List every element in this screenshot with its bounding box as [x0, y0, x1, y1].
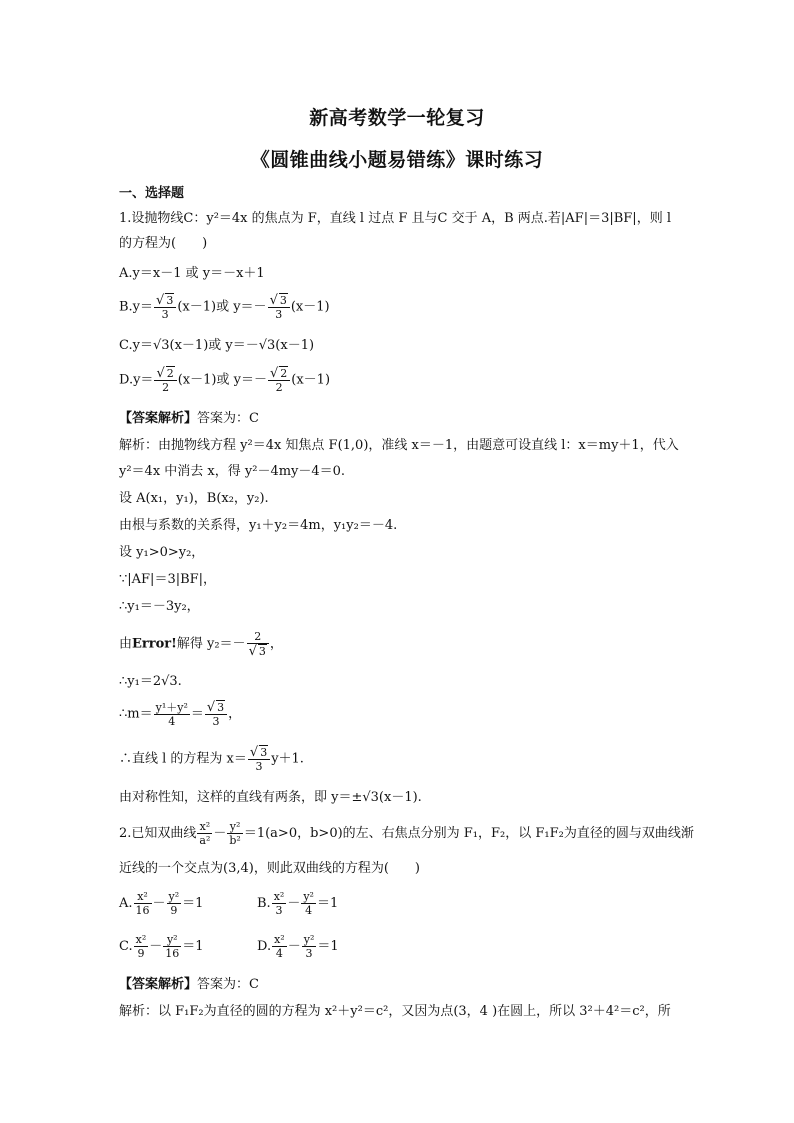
denominator: 3 [305, 947, 313, 960]
numerator: 2 [247, 630, 269, 644]
numerator: y² [227, 820, 242, 834]
fraction [197, 820, 212, 847]
option-b-label: B.y＝ [119, 299, 154, 315]
denominator: 9 [170, 904, 178, 917]
q1-option-b [119, 293, 330, 321]
option-label: B. [257, 896, 271, 911]
q1-solution-4: 由根与系数的关系得，y₁＋y₂＝4m，y₁y₂＝－4. [119, 518, 398, 533]
text-segment: 由 [119, 636, 133, 652]
option-label: D. [257, 939, 272, 954]
fraction [154, 293, 176, 321]
numerator: x² [197, 820, 212, 834]
option-b-mid: (x－1)或 y＝－ [177, 299, 267, 315]
answer-text: 答案为：C [197, 411, 259, 426]
denominator: 2 [275, 381, 283, 394]
q1-option-c: C.y＝√3(x－1)或 y＝－√3(x－1) [119, 338, 315, 353]
denominator: 16 [165, 947, 180, 960]
numerator: y² [303, 933, 315, 946]
answer-heading: 【答案解析】 [119, 411, 198, 426]
q2-solution-1: 解析：以 F₁F₂为直径的圆的方程为 x²＋y²＝c²，又因为点(3，4 )在圆上，所以 3²＋4²＝c²，所 [119, 1004, 671, 1019]
page-title: 新高考数学一轮复习 [309, 107, 485, 129]
denominator: a² [199, 834, 211, 847]
numerator: √ 3 [268, 293, 290, 308]
equals-one: ＝1 [317, 939, 339, 954]
q1-solution-6: ∵|AF|＝3|BF|， [119, 572, 217, 587]
q1-solution-5: 设 y₁>0>y₂， [119, 545, 205, 560]
fraction [302, 933, 317, 960]
error-marker: Error! [132, 636, 177, 652]
numerator: √ 3 [248, 745, 270, 760]
fraction [163, 933, 181, 960]
fraction [268, 293, 290, 321]
fraction [167, 890, 182, 917]
equals-one: ＝1 [182, 939, 204, 954]
answer-text: 答案为：C [197, 977, 259, 992]
minus-sign: － [213, 826, 227, 841]
text-segment: ＝ [190, 706, 204, 722]
q1-answer [119, 410, 259, 428]
option-label: C. [119, 939, 133, 954]
option-d-label: D.y＝ [119, 372, 154, 388]
numerator: y² [303, 890, 314, 903]
denominator: 2 [162, 381, 170, 394]
q1-option-d [119, 366, 330, 394]
equals-one: ＝1 [316, 896, 339, 911]
text-segment: ∴m＝ [119, 706, 153, 722]
q1-solution-8: 由Error!解得 y₂＝－ $\frac{2}{√ 3}$ ， [119, 630, 283, 659]
fraction [134, 890, 152, 917]
q1-stem-line1: 1.设抛物线C：y²＝4x 的焦点为 F，直线 l 过点 F 且与C 交于 A，B 两点.若|AF|＝3|BF|，则 l [119, 211, 671, 226]
fraction [205, 700, 227, 728]
q1-solution-7: ∴y₁＝－3y₂， [119, 599, 200, 614]
q2-answer [119, 976, 259, 994]
denominator: 16 [135, 904, 150, 917]
numerator: x² [273, 890, 285, 903]
q1-solution-12: 由对称性知，这样的直线有两条，即 y＝±√3(x－1). [119, 790, 422, 805]
numerator: √ 2 [154, 366, 176, 381]
minus-sign: － [287, 939, 301, 954]
option-d-mid: (x－1)或 y＝－ [177, 372, 267, 388]
fraction [134, 933, 149, 960]
text-segment: ∴直线 l 的方程为 x＝ [119, 751, 247, 767]
numerator: √ 3 [154, 293, 176, 308]
answer-heading: 【答案解析】 [119, 977, 198, 992]
option-b-end: (x－1) [290, 299, 330, 315]
q2-option-c [119, 933, 204, 960]
fraction [248, 745, 270, 773]
q1-stem-line2: 的方程为( ) [119, 236, 208, 251]
denominator: 3 [255, 760, 263, 773]
denominator: 4 [305, 904, 313, 917]
fraction [272, 933, 287, 960]
fraction [272, 890, 287, 917]
fraction [268, 366, 290, 394]
q1-solution-10: ∴m＝ $\frac{\text{y¹＋y²}}{4}$ ＝ $\frac{√ 3}{3}$ ， [119, 700, 242, 728]
option-label: A. [119, 896, 133, 911]
text-segment: y＋1. [271, 751, 304, 767]
denominator: 9 [137, 947, 145, 960]
fraction [301, 890, 316, 917]
numerator: x² [274, 933, 285, 946]
option-d-end: (x－1) [291, 372, 331, 388]
minus-sign: － [287, 896, 301, 911]
numerator: y² [168, 890, 180, 903]
q1-option-a: A.y＝x－1 或 y＝－x＋1 [119, 266, 265, 281]
numerator: x² [134, 890, 152, 904]
q1-solution-2: y²＝4x 中消去 x，得 y²－4my－4＝0. [119, 464, 346, 479]
fraction [227, 820, 242, 847]
fraction [247, 630, 269, 658]
numerator: √ 2 [268, 366, 290, 381]
numerator: x² [135, 933, 147, 946]
denominator: 3 [212, 715, 220, 728]
q1-solution-11 [119, 745, 304, 773]
numerator: y¹＋y² [155, 700, 188, 714]
q2-option-b [257, 890, 338, 917]
q2-option-d [257, 933, 339, 960]
q2-stem-line2: 近线的一个交点为(3,4)，则此双曲线的方程为( ) [119, 861, 420, 876]
text-segment: 2.已知双曲线 [119, 826, 197, 841]
numerator: y² [163, 933, 181, 947]
denominator: 4 [275, 947, 283, 960]
text-segment: ＝1(a>0，b>0)的左、右焦点分别为 F₁，F₂，以 F₁F₂为直径的圆与双曲线渐 [243, 826, 694, 841]
numerator: √ 3 [205, 700, 227, 715]
minus-sign: － [149, 939, 163, 954]
denominator: √ 3 [248, 644, 266, 659]
q1-solution-3: 设 A(x₁，y₁)，B(x₂，y₂). [119, 491, 269, 506]
q1-solution-9: ∴y₁＝2√3. [119, 674, 182, 689]
page-subtitle: 《圆锥曲线小题易错练》课时练习 [250, 149, 544, 171]
minus-sign: － [152, 896, 166, 911]
q2-stem-line1 [119, 820, 694, 847]
denominator: 4 [168, 714, 176, 728]
denominator: 3 [275, 308, 283, 321]
denominator: 3 [161, 308, 169, 321]
denominator: 3 [275, 904, 283, 917]
q2-option-a [119, 890, 203, 917]
equals-one: ＝1 [182, 896, 204, 911]
section-heading: 一、选择题 [119, 186, 185, 201]
text-segment: 解得 y₂＝－ [176, 636, 246, 652]
denominator: b² [229, 834, 241, 847]
q1-solution-1: 解析：由抛物线方程 y²＝4x 知焦点 F(1,0)，准线 x＝－1，由题意可设直线 l：x＝my＋1，代入 [119, 438, 679, 453]
fraction [154, 701, 190, 728]
fraction [154, 366, 176, 394]
